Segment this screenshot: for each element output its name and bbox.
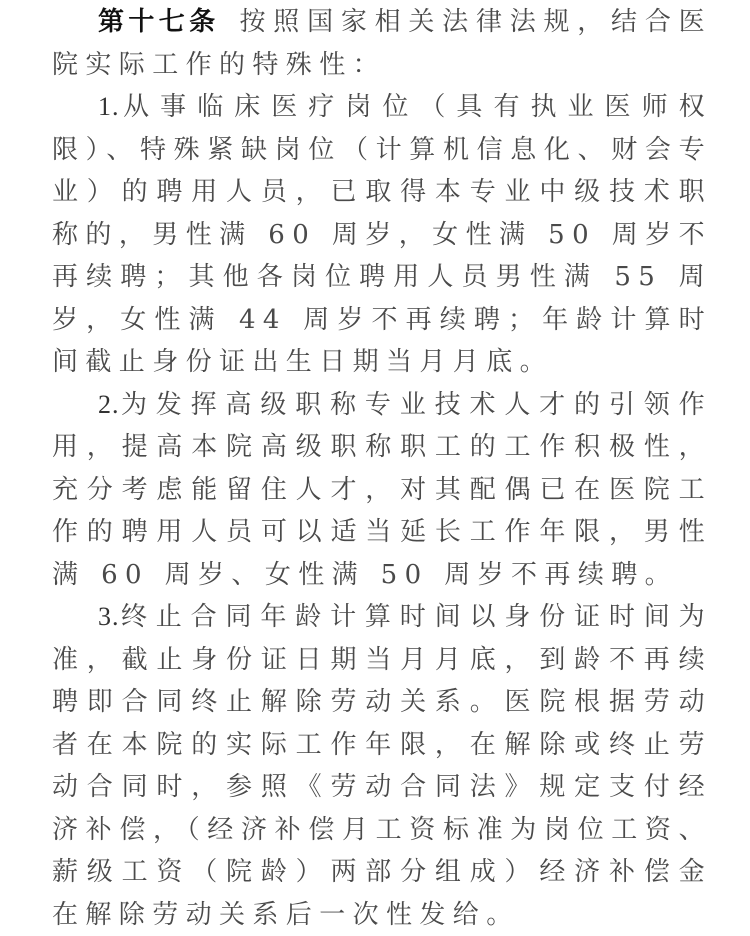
article-label: 第十七条 bbox=[98, 7, 220, 37]
clause-number: 1. bbox=[98, 92, 120, 121]
clause-number: 3. bbox=[98, 602, 120, 631]
clause-text: 从事临床医疗岗位（具有执业医师权限）、特殊紧缺岗位（计算机信息化、财会专业）的聘用人员，已取得本专业中级技术职称的，男性满 60 周岁，女性满 50 周岁不再续聘；其他各岗位聘用人员男性满 55 周岁，女性满 44 周岁不再续聘；年龄计算时间截止身份证出生日期当月月底。 bbox=[52, 92, 712, 377]
clause-item-1 bbox=[52, 86, 712, 384]
document-page bbox=[52, 0, 712, 936]
clause-text: 为发挥高级职称专业技术人才的引领作用，提高本院高级职称职工的工作积极性，充分考虑能留住人才，对其配偶已在医院工作的聘用人员可以适当延长工作年限，男性满 60 周岁、女性满 50 周岁不再续聘。 bbox=[52, 389, 712, 590]
clause-text: 终止合同年龄计算时间以身份证时间为准，截止身份证日期当月月底，到龄不再续聘即合同终止解除劳动关系。医院根据劳动者在本院的实际工作年限，在解除或终止劳动合同时，参照《劳动合同法》规定支付经济补偿，（经济补偿月工资标准为岗位工资、薪级工资（院龄）两部分组成）经济补偿金在解除劳动关系后一次性发给。 bbox=[52, 602, 712, 930]
clause-number: 2. bbox=[98, 389, 120, 419]
clause-item-2 bbox=[52, 384, 712, 597]
article-intro-paragraph bbox=[52, 1, 712, 86]
article-intro-text: 按照国家相关法律法规，结合医院实际工作的特殊性： bbox=[52, 7, 712, 80]
clause-item-3 bbox=[52, 596, 712, 936]
